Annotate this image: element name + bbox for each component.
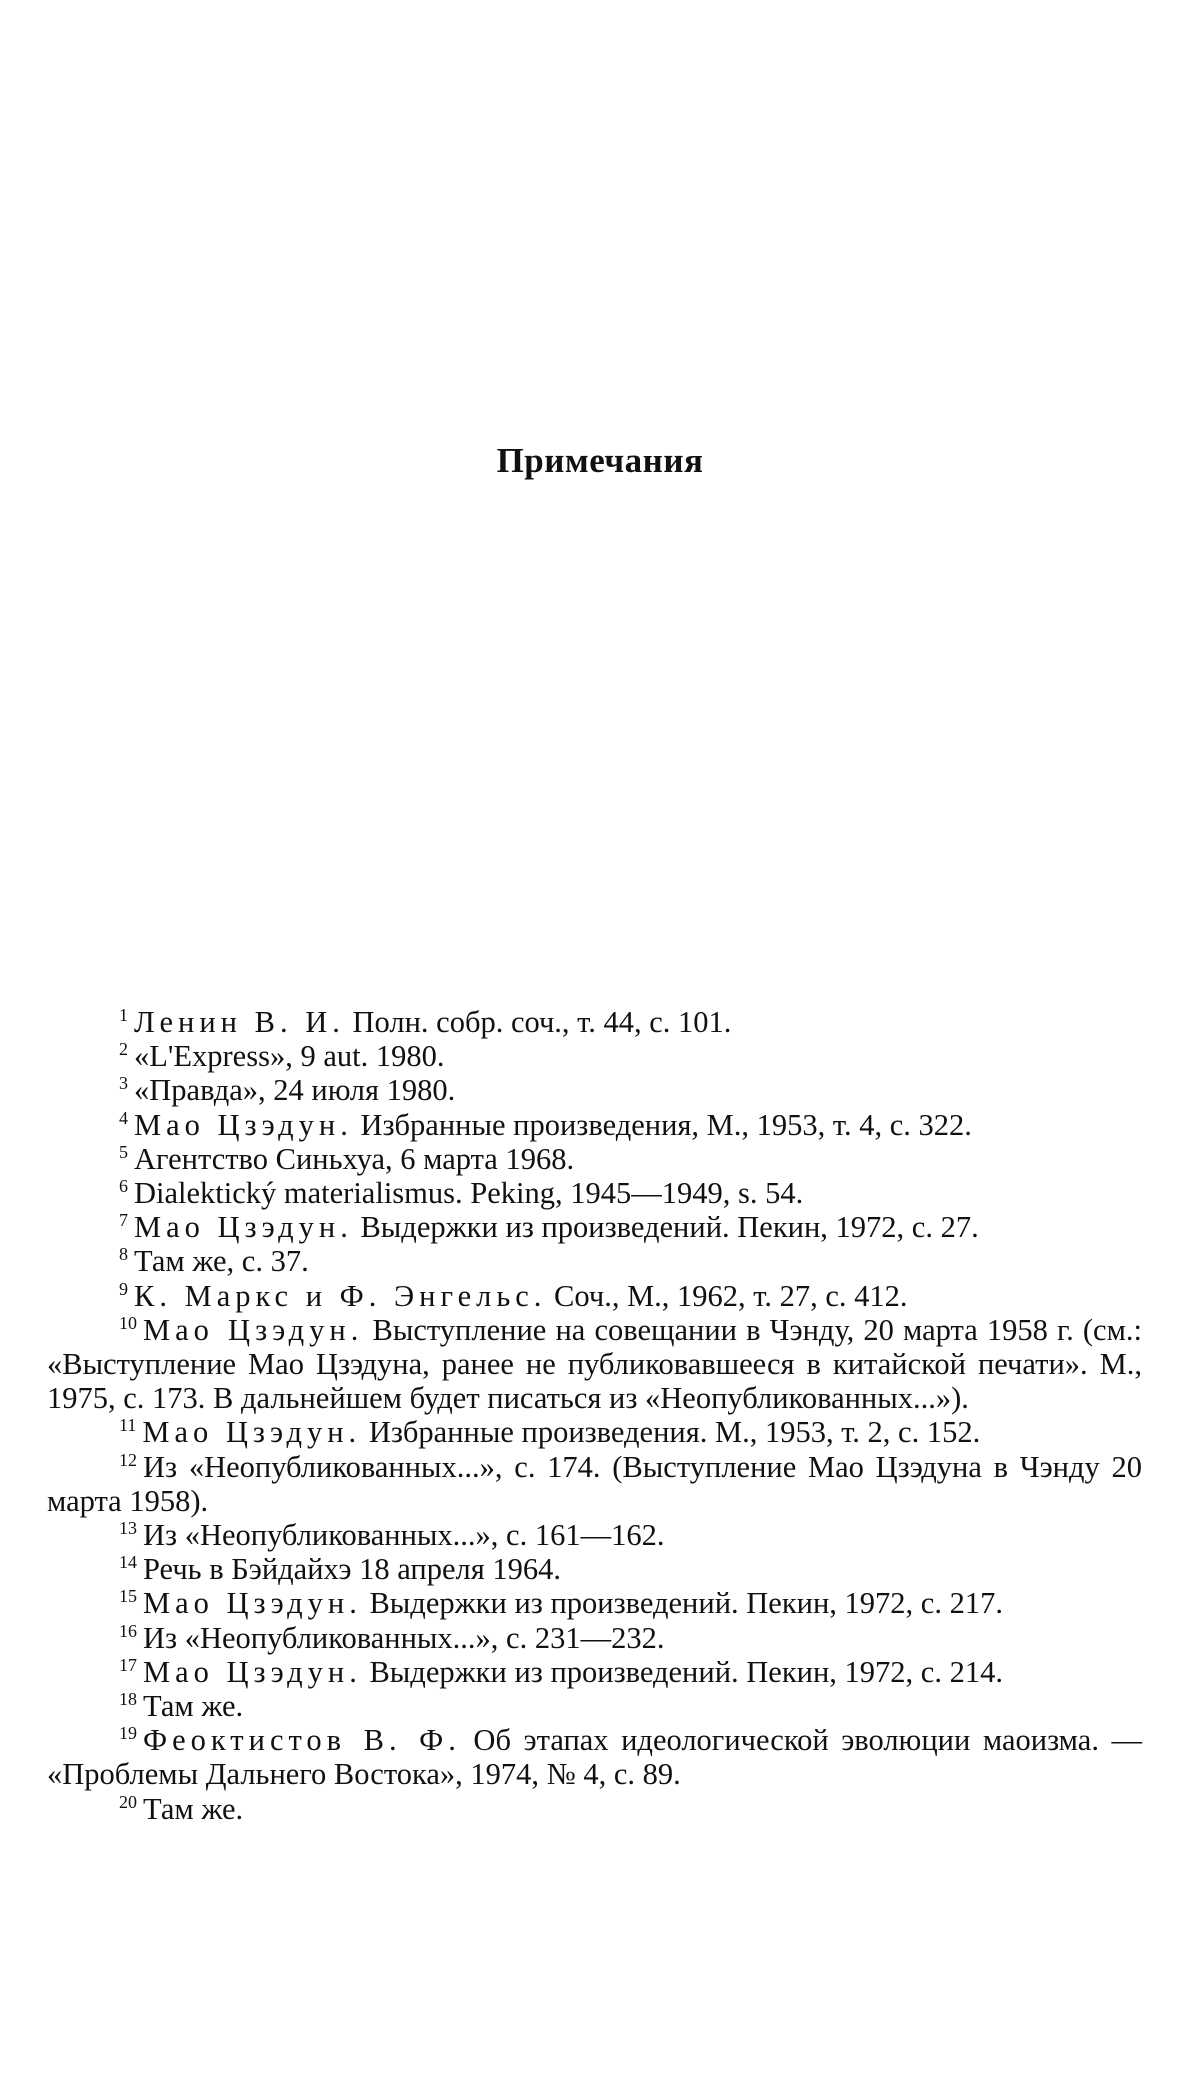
note-item [47,1792,1142,1826]
note-author: Ленин В. И. [134,1005,345,1039]
note-text: «L'Express», 9 aut. 1980. [134,1039,445,1074]
note-item [47,1552,1142,1586]
note-item [47,1621,1142,1655]
notes-list [47,1005,1142,1826]
note-author: Мао Цзэдун. [134,1210,353,1245]
note-number: 12 [119,1449,137,1470]
note-item [47,1313,1142,1416]
note-item [47,1518,1142,1552]
note-text: Выступление на совещании в Чэнду, 20 марта 1958 г. (см.: «Выступление Мао Цзэдуна, ранее не публиковавшееся в китайской печати». М., 1975, с. 173. В дальнейшем будет писаться из «Неопубликованных...»). [47,1312,1142,1416]
note-number: 6 [119,1176,128,1197]
note-number: 2 [119,1039,128,1060]
note-number: 20 [119,1791,137,1812]
note-item [47,1108,1142,1142]
note-text: Из «Неопубликованных...», с. 231—232. [143,1620,665,1655]
note-item [47,1586,1142,1620]
note-number: 16 [119,1620,137,1641]
note-number: 8 [119,1244,128,1265]
note-item [47,1415,1142,1449]
note-number: 4 [119,1107,128,1128]
note-text: Речь в Бэйдайхэ 18 апреля 1964. [143,1552,561,1587]
note-text: Выдержки из произведений. Пекин, 1972, с. 27. [352,1210,979,1245]
note-item [47,1142,1142,1176]
note-text: Из «Неопубликованных...», с. 174. (Выступление Мао Цзэдуна в Чэнду 20 марта 1958). [47,1449,1142,1518]
note-item [47,1279,1142,1313]
note-text: Полн. собр. соч., т. 44, с. 101. [344,1005,732,1039]
note-number: 18 [119,1689,137,1710]
note-text: Агентство Синьхуа, 6 марта 1968. [134,1141,575,1176]
note-text: «Правда», 24 июля 1980. [134,1073,456,1108]
note-number: 9 [119,1278,128,1299]
note-author: Мао Цзэдун. [142,1415,362,1450]
note-number: 19 [119,1723,137,1744]
note-item [47,1039,1142,1073]
note-author: Феоктистов В. Ф. [143,1723,461,1758]
note-number: 13 [119,1518,137,1539]
note-author: К. Маркс и Ф. Энгельс. [134,1278,547,1313]
note-number: 1 [119,1005,128,1025]
note-item [47,1723,1142,1791]
note-item [47,1210,1142,1244]
note-text: Там же. [143,1689,244,1724]
note-item [47,1005,1142,1039]
note-text: Там же, с. 37. [134,1244,309,1279]
note-number: 7 [119,1210,128,1231]
page-title: Примечания [496,441,704,481]
note-author: Мао Цзэдун. [143,1586,362,1621]
note-text: Выдержки из произведений. Пекин, 1972, с. 214. [361,1654,1003,1689]
note-text: Об этапах идеологической эволюции маоизма. — «Проблемы Дальнего Востока», 1974, № 4, с. 89. [47,1723,1142,1792]
note-item [47,1073,1142,1107]
note-item [47,1689,1142,1723]
note-item [47,1450,1142,1518]
note-item [47,1176,1142,1210]
note-number: 10 [119,1312,137,1333]
note-text: Выдержки из произведений. Пекин, 1972, с. 217. [361,1586,1003,1621]
note-text: Dialektický materialismus. Peking, 1945—1949, s. 54. [134,1176,804,1211]
note-author: Мао Цзэдун. [143,1312,364,1347]
note-author: Мао Цзэдун. [134,1107,353,1142]
note-number: 17 [119,1654,137,1675]
note-number: 3 [119,1073,128,1094]
note-text: Избранные произведения. М., 1953, т. 2, с. 152. [361,1415,981,1450]
note-number: 11 [119,1415,137,1436]
note-item [47,1244,1142,1278]
note-item [47,1655,1142,1689]
note-number: 15 [119,1586,137,1607]
note-number: 14 [119,1552,137,1573]
note-text: Из «Неопубликованных...», с. 161—162. [143,1518,665,1553]
note-text: Избранные произведения, М., 1953, т. 4, с. 322. [352,1107,972,1142]
note-author: Мао Цзэдун. [143,1654,362,1689]
note-text: Там же. [143,1791,244,1826]
note-number: 5 [119,1141,128,1162]
note-text: Соч., М., 1962, т. 27, с. 412. [546,1278,908,1313]
